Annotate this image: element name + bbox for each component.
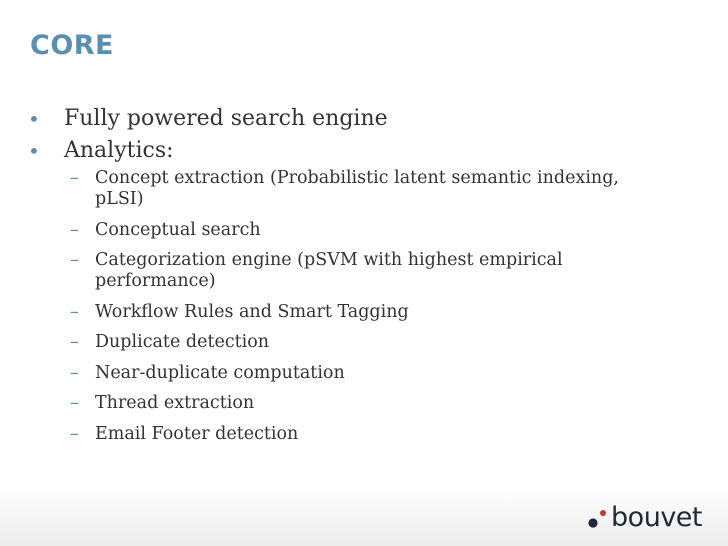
dash-marker: – [70, 219, 79, 240]
sub-bullet-item [28, 332, 655, 353]
dash-marker: – [70, 250, 79, 270]
logo-dots-icon [587, 507, 609, 529]
dash-marker: – [70, 168, 79, 188]
bullet-text: Fully powered search engine [64, 106, 388, 131]
bullet-marker: • [28, 139, 40, 163]
sub-bullet-text: Concept extraction (Probabilistic latent semantic indexing, pLSI) [95, 168, 619, 209]
dash-marker: – [70, 332, 79, 352]
dash-marker: – [70, 301, 79, 322]
bullet-item [28, 103, 708, 135]
slide-title: CORE [30, 30, 115, 61]
dash-marker: – [70, 423, 79, 444]
sub-bullet-item [28, 168, 655, 210]
bullet-item [28, 135, 708, 167]
bullet-marker: • [28, 107, 40, 131]
bouvet-logo [587, 504, 702, 531]
sub-bullet-item [28, 424, 655, 445]
bullet-text: Analytics: [64, 138, 174, 163]
sub-bullet-item [28, 363, 655, 384]
sub-bullet-item [28, 250, 655, 292]
sub-bullet-text: Thread extraction [95, 393, 255, 413]
sub-bullet-text: Workflow Rules and Smart Tagging [95, 301, 409, 322]
bullet-list [28, 103, 708, 454]
sub-bullet-item [28, 302, 655, 323]
sub-bullet-list [28, 168, 708, 445]
logo-wordmark: bouvet [611, 502, 702, 533]
sub-bullet-item [28, 220, 655, 241]
sub-bullet-item [28, 393, 655, 414]
sub-bullet-text: Conceptual search [95, 219, 261, 240]
sub-bullet-text: Categorization engine (pSVM with highest empirical performance) [95, 250, 563, 291]
sub-bullet-text: Duplicate detection [95, 332, 270, 352]
sub-bullet-text: Near-duplicate computation [95, 362, 345, 383]
dash-marker: – [70, 393, 79, 413]
sub-bullet-text: Email Footer detection [95, 423, 299, 444]
dash-marker: – [70, 362, 79, 383]
